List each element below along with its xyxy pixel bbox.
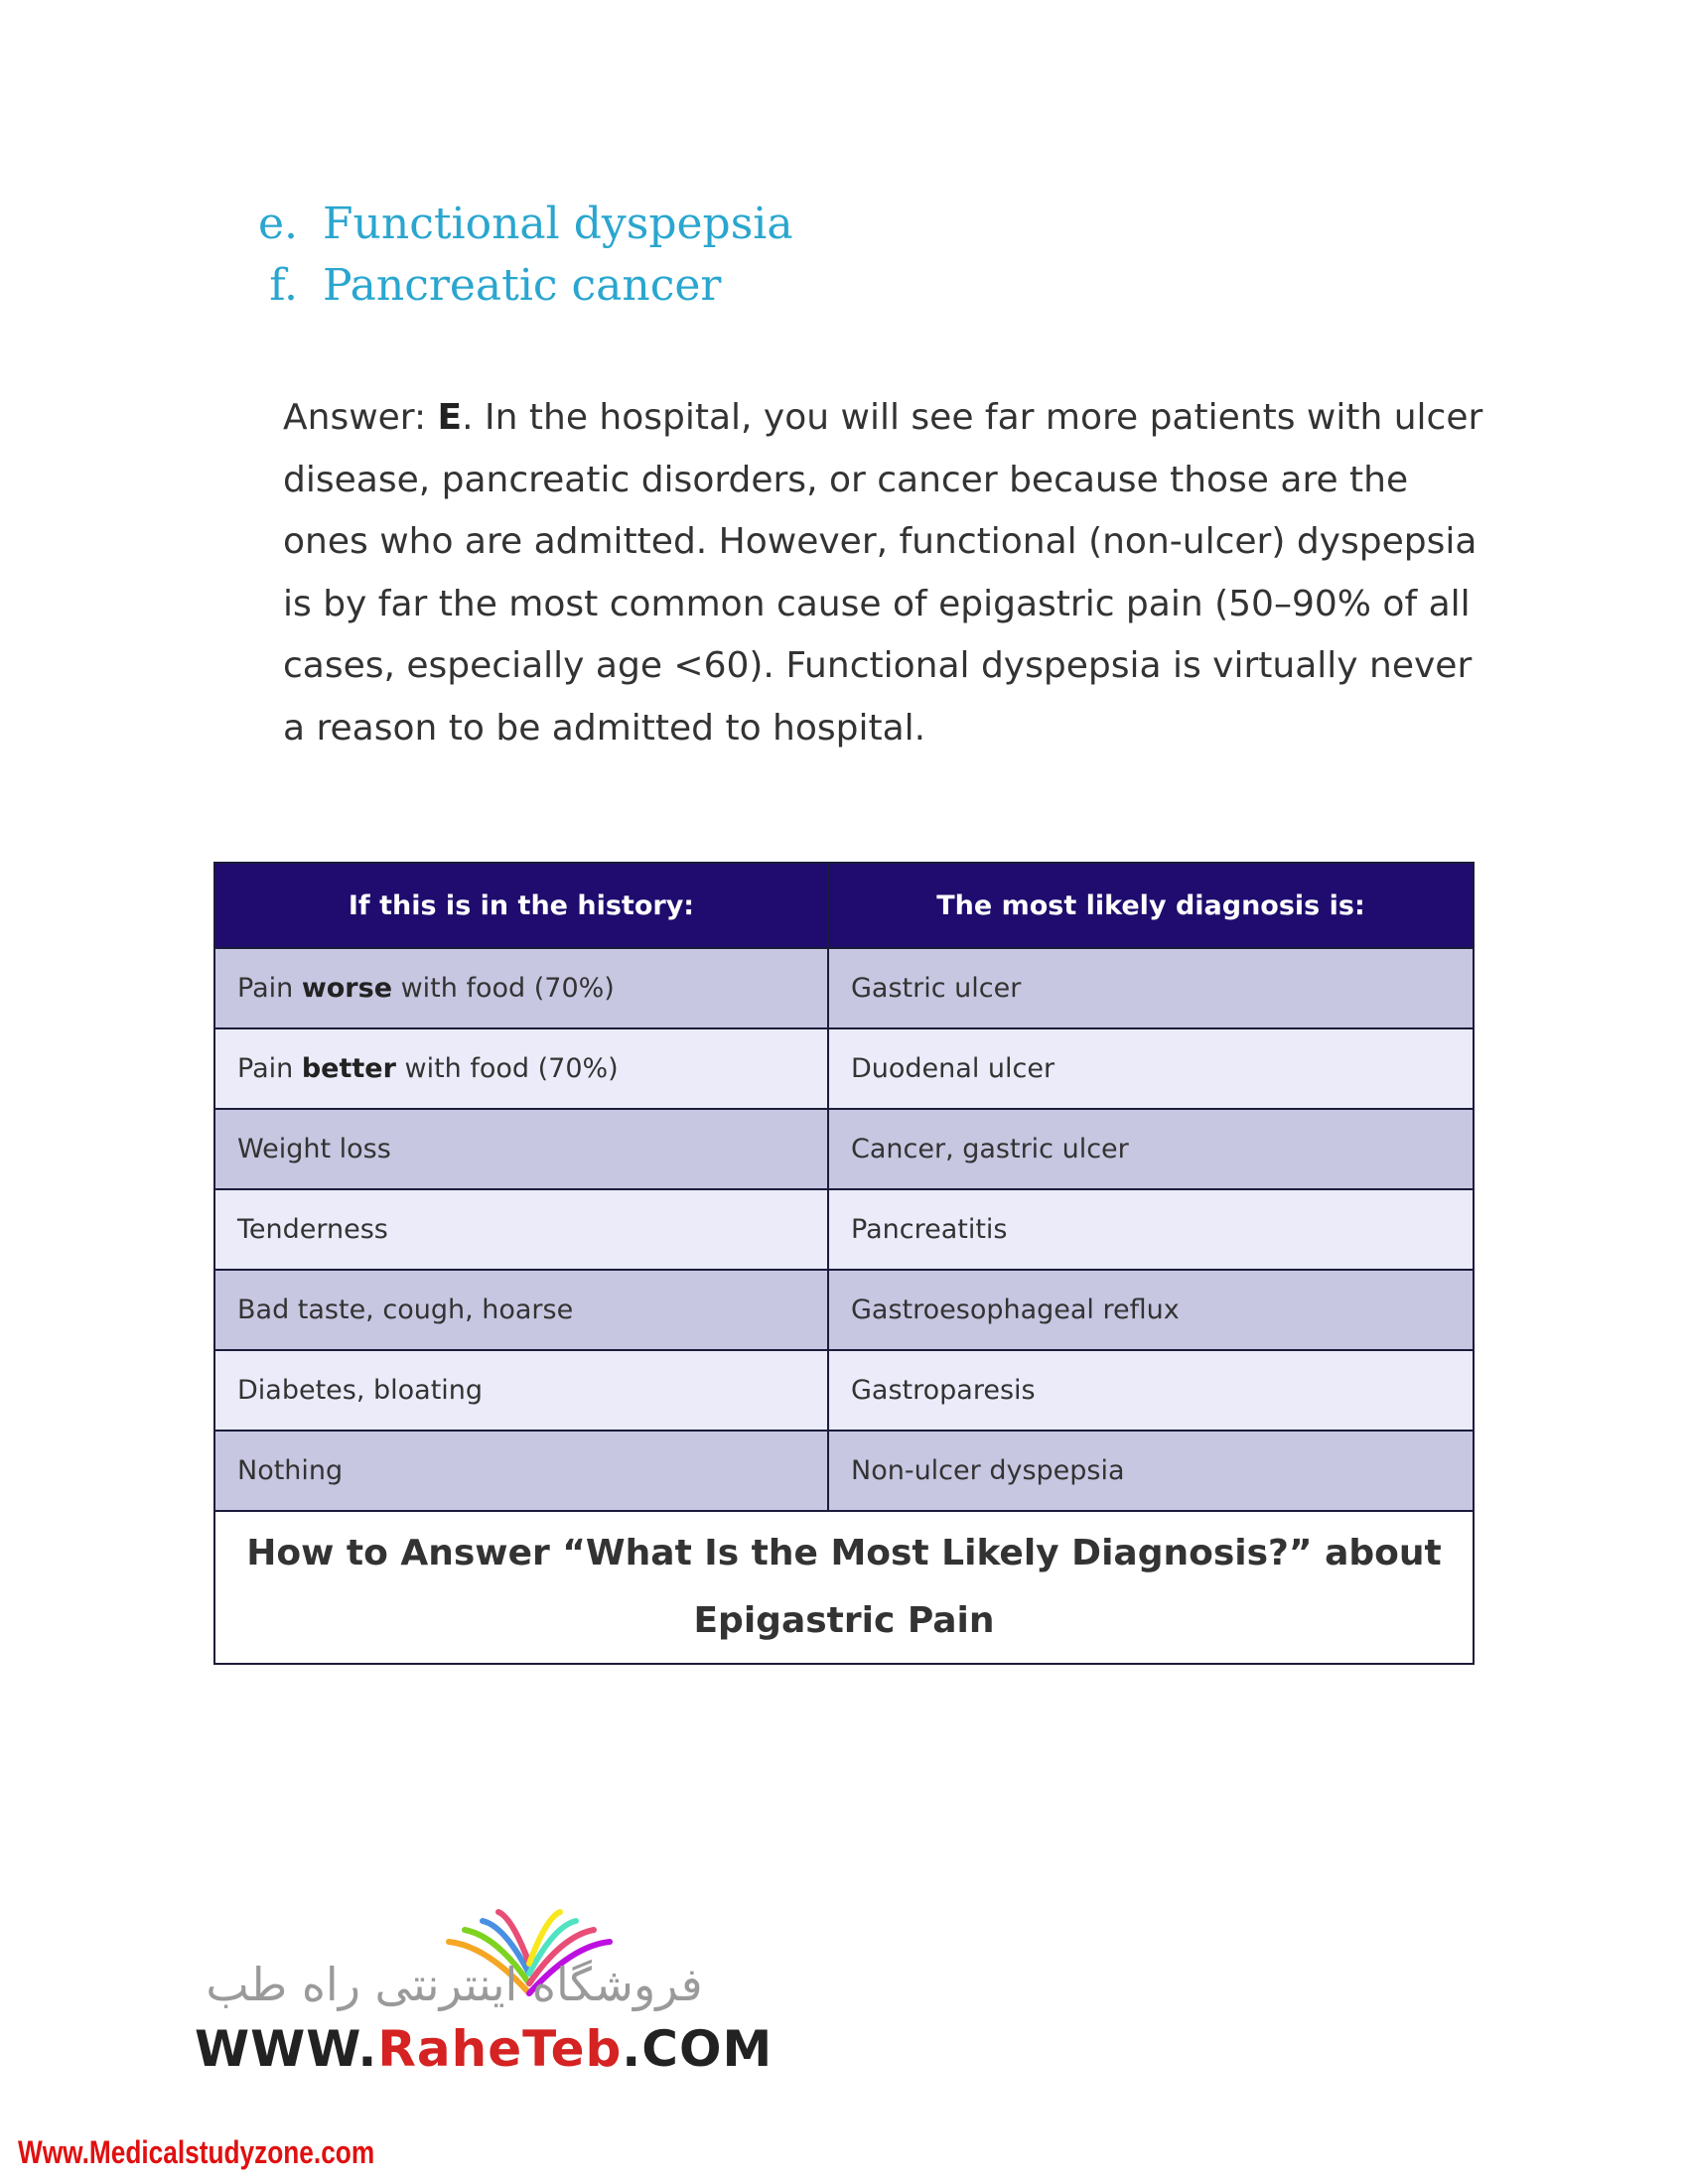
table-row xyxy=(214,1350,1474,1431)
store-url-prefix: WWW. xyxy=(195,2020,378,2078)
table-caption: How to Answer “What Is the Most Likely Diagnosis?” about Epigastric Pain xyxy=(214,1511,1474,1664)
table-row xyxy=(214,1028,1474,1109)
history-text: Pain xyxy=(237,973,302,1004)
diagnosis-cell: Gastroparesis xyxy=(828,1350,1474,1431)
diagnosis-cell: Gastric ulcer xyxy=(828,948,1474,1028)
history-emphasis: worse xyxy=(301,973,393,1004)
store-url-mid: RaheTeb xyxy=(377,2020,623,2078)
history-text: Pain xyxy=(237,1053,302,1084)
table-row xyxy=(214,1109,1474,1189)
table-row xyxy=(214,948,1474,1028)
answer-text: . In the hospital, you will see far more patients with ulcer disease, pancreatic disorders, or cancer because those are the ones who are admitted. However, functional (non-ulcer) dyspepsia is by far the most common cause of epigastric pain (50–90% of all cases, especially age <60). Functional dyspepsia is virtually never a reason to be admitted to hospital. xyxy=(283,397,1483,749)
option-letter: e. xyxy=(257,199,298,249)
history-cell xyxy=(214,948,828,1028)
diagnosis-table xyxy=(213,862,1475,1665)
history-cell xyxy=(214,1431,828,1511)
table-row xyxy=(214,1431,1474,1511)
option-letter: f. xyxy=(269,260,298,311)
option-text: Pancreatic cancer xyxy=(323,260,722,311)
footer-url[interactable]: Www.Medicalstudyzone.com xyxy=(18,2134,375,2170)
history-text: Diabetes, bloating xyxy=(237,1375,484,1406)
history-cell xyxy=(214,1350,828,1431)
history-text: Weight loss xyxy=(237,1134,391,1164)
table-caption-row xyxy=(214,1511,1474,1664)
history-text-rest: with food (70%) xyxy=(392,973,615,1004)
store-url-suffix: .COM xyxy=(622,2020,774,2078)
history-cell xyxy=(214,1189,828,1270)
history-cell xyxy=(214,1109,828,1189)
history-cell xyxy=(214,1028,828,1109)
table-row xyxy=(214,1270,1474,1350)
history-cell xyxy=(214,1270,828,1350)
diagnosis-cell: Non-ulcer dyspepsia xyxy=(828,1431,1474,1511)
answer-paragraph xyxy=(283,387,1494,759)
column-header-history: If this is in the history: xyxy=(214,863,828,948)
history-text-rest: with food (70%) xyxy=(395,1053,619,1084)
option-text: Functional dyspepsia xyxy=(323,199,793,249)
table-row xyxy=(214,1189,1474,1270)
diagnosis-cell: Gastroesophageal reflux xyxy=(828,1270,1474,1350)
column-header-diagnosis: The most likely diagnosis is: xyxy=(828,863,1474,948)
diagnosis-cell: Pancreatitis xyxy=(828,1189,1474,1270)
diagnosis-cell: Cancer, gastric ulcer xyxy=(828,1109,1474,1189)
history-text: Bad taste, cough, hoarse xyxy=(237,1295,574,1325)
answer-label: Answer: xyxy=(283,397,438,438)
history-text: Nothing xyxy=(237,1455,344,1486)
history-emphasis: better xyxy=(301,1053,396,1084)
history-text: Tenderness xyxy=(237,1214,388,1245)
store-url xyxy=(195,2020,773,2078)
store-name-persian: فروشگاه اینترنتی راه طب xyxy=(206,1958,703,2011)
table-header-row xyxy=(214,863,1474,948)
answer-choice: E xyxy=(437,397,463,438)
diagnosis-cell: Duodenal ulcer xyxy=(828,1028,1474,1109)
